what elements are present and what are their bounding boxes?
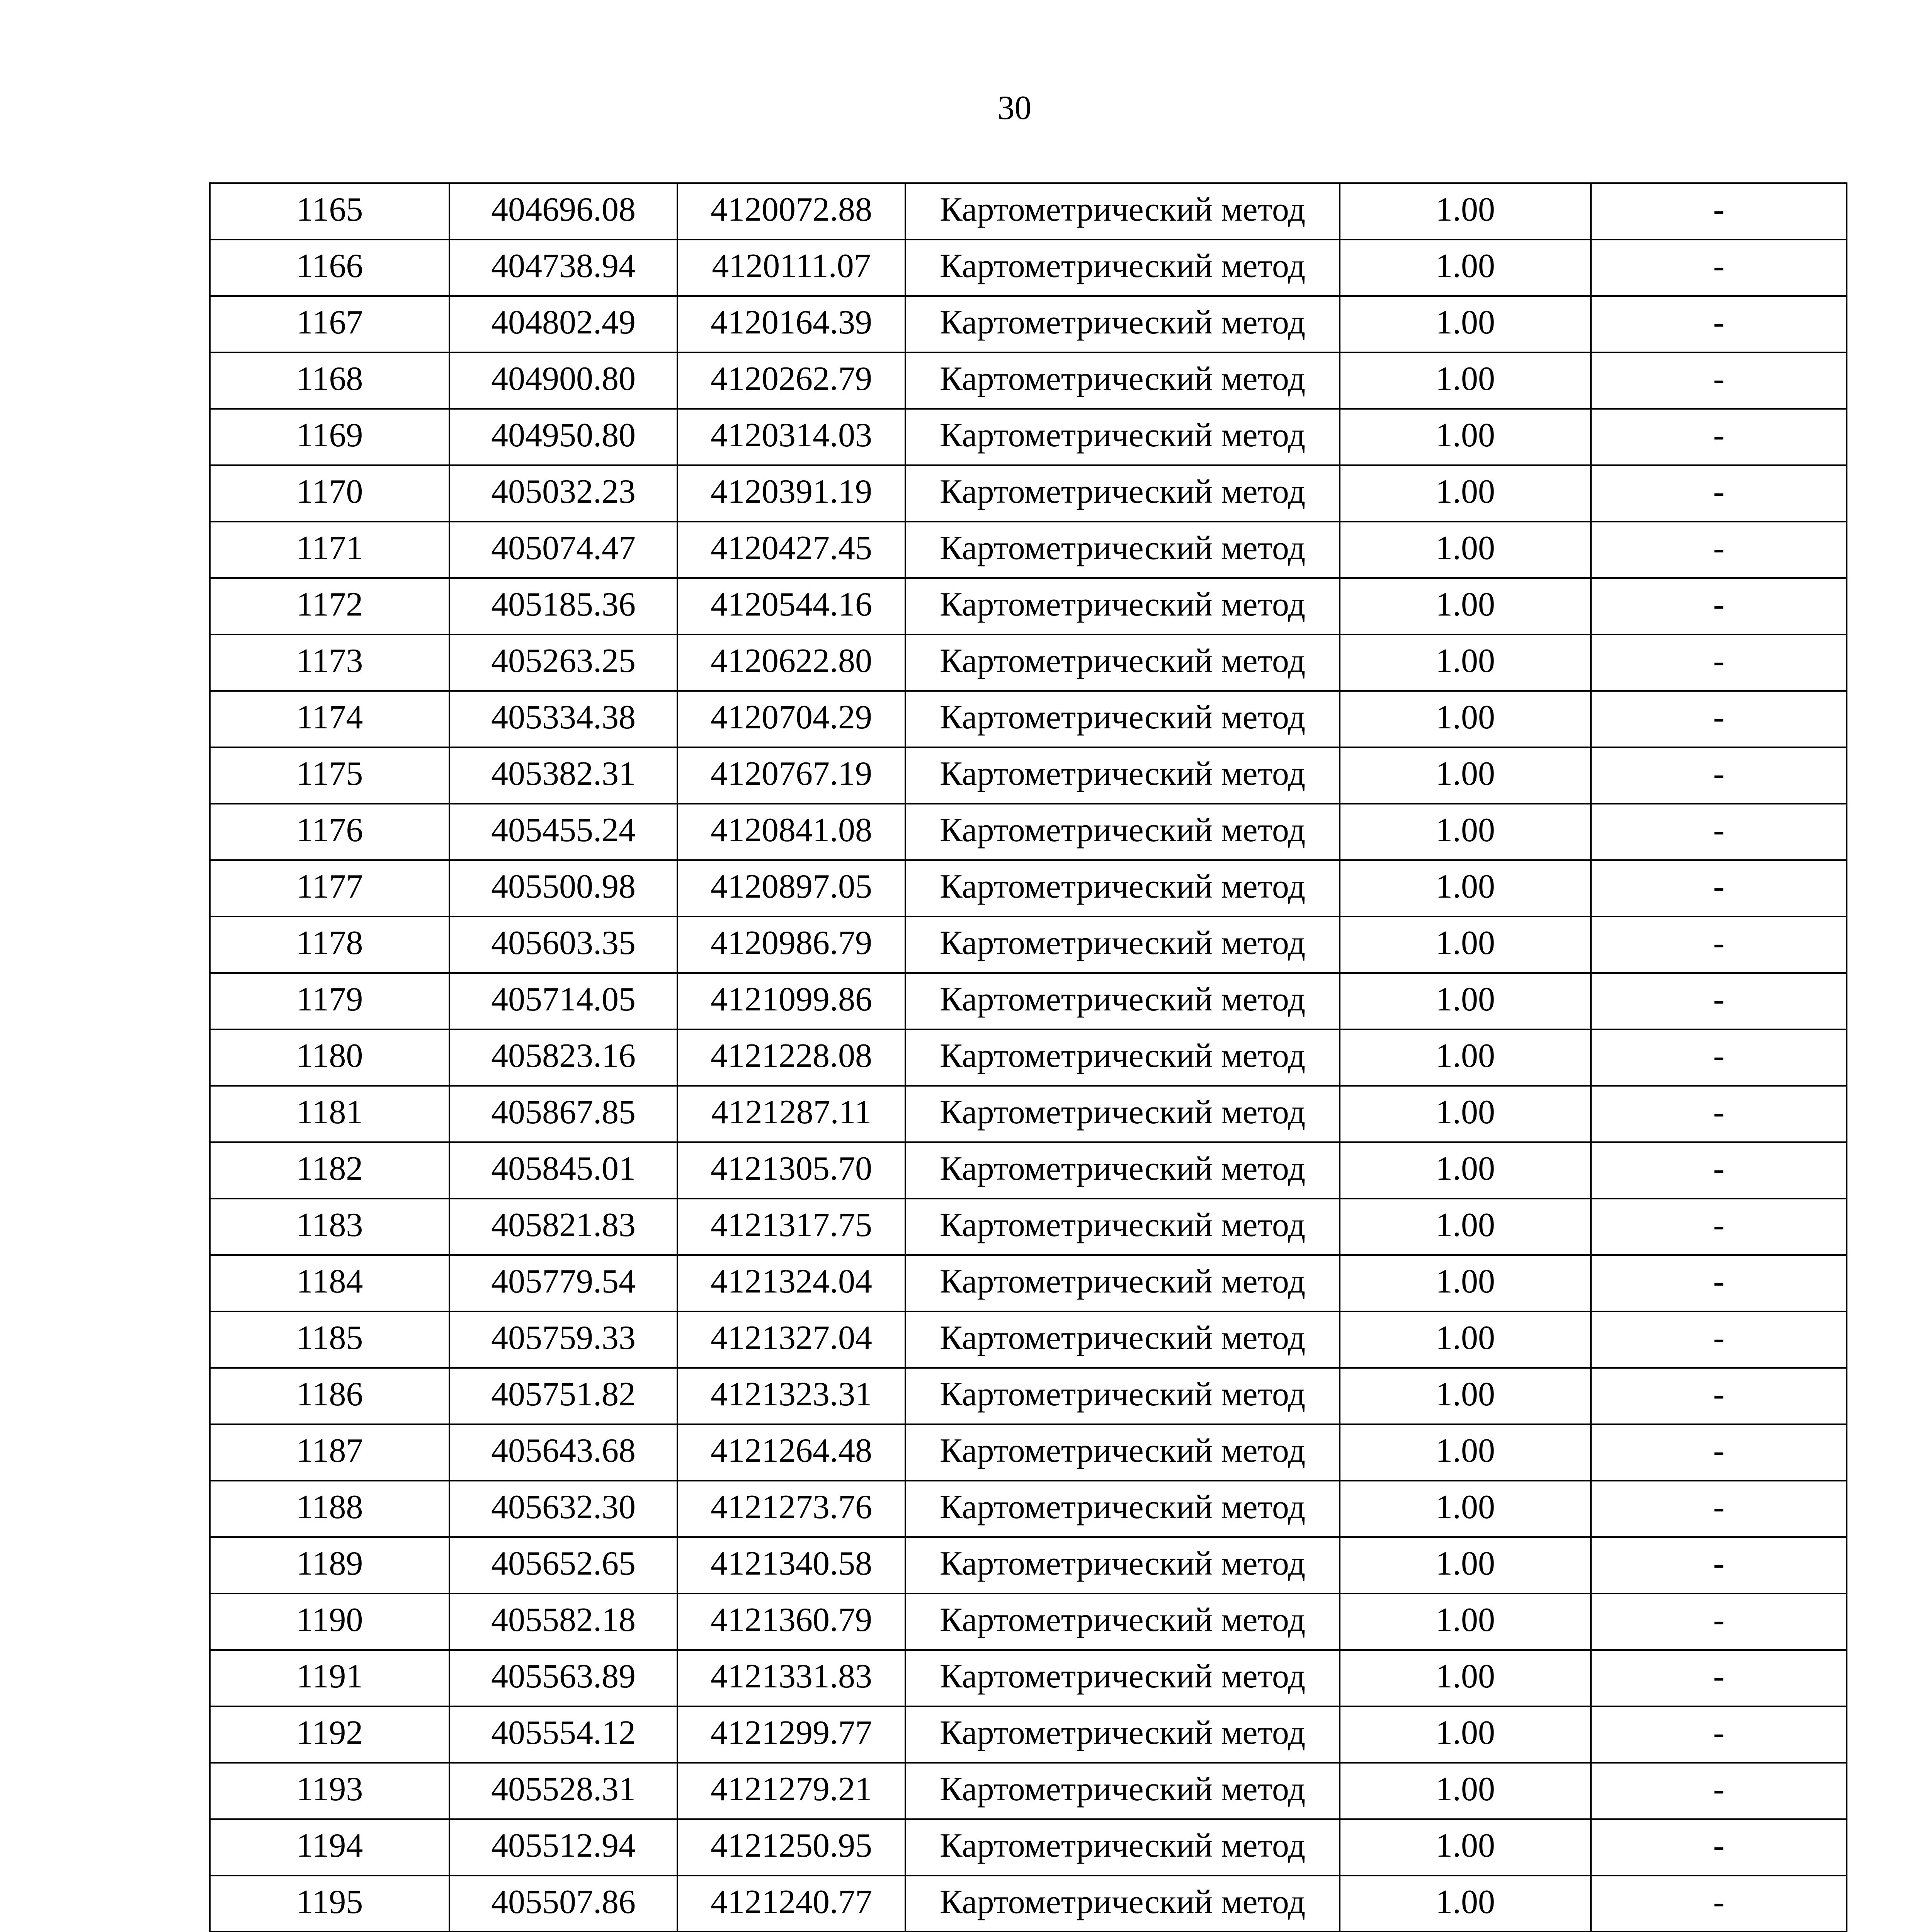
method-cell: Картометрический метод xyxy=(905,1819,1340,1876)
accuracy-cell: 1.00 xyxy=(1340,183,1591,240)
y-coordinate-cell: 4121273.76 xyxy=(677,1481,905,1537)
coordinates-table xyxy=(209,182,1847,1932)
y-coordinate-cell: 4120262.79 xyxy=(677,352,905,409)
x-coordinate-cell: 405643.68 xyxy=(449,1424,677,1481)
y-coordinate-cell: 4120897.05 xyxy=(677,860,905,917)
accuracy-cell: 1.00 xyxy=(1340,747,1591,804)
accuracy-cell: 1.00 xyxy=(1340,1199,1591,1255)
y-coordinate-cell: 4121305.70 xyxy=(677,1142,905,1199)
method-cell: Картометрический метод xyxy=(905,1763,1340,1819)
table-row xyxy=(210,1199,1847,1255)
accuracy-cell: 1.00 xyxy=(1340,352,1591,409)
accuracy-cell: 1.00 xyxy=(1340,578,1591,634)
y-coordinate-cell: 4120704.29 xyxy=(677,691,905,747)
note-cell: - xyxy=(1591,860,1847,917)
method-cell: Картометрический метод xyxy=(905,409,1340,465)
method-cell: Картометрический метод xyxy=(905,296,1340,352)
table-row xyxy=(210,917,1847,973)
point-number-cell: 1194 xyxy=(210,1819,449,1876)
y-coordinate-cell: 4121250.95 xyxy=(677,1819,905,1876)
x-coordinate-cell: 405563.89 xyxy=(449,1650,677,1706)
accuracy-cell: 1.00 xyxy=(1340,691,1591,747)
accuracy-cell: 1.00 xyxy=(1340,1876,1591,1932)
note-cell: - xyxy=(1591,1481,1847,1537)
table-row xyxy=(210,1706,1847,1763)
point-number-cell: 1174 xyxy=(210,691,449,747)
x-coordinate-cell: 405554.12 xyxy=(449,1706,677,1763)
y-coordinate-cell: 4120314.03 xyxy=(677,409,905,465)
table-row xyxy=(210,1876,1847,1932)
accuracy-cell: 1.00 xyxy=(1340,917,1591,973)
table-row xyxy=(210,1481,1847,1537)
note-cell: - xyxy=(1591,522,1847,578)
method-cell: Картометрический метод xyxy=(905,860,1340,917)
note-cell: - xyxy=(1591,1763,1847,1819)
table-row xyxy=(210,860,1847,917)
note-cell: - xyxy=(1591,1876,1847,1932)
x-coordinate-cell: 405652.65 xyxy=(449,1537,677,1594)
method-cell: Картометрический метод xyxy=(905,691,1340,747)
y-coordinate-cell: 4121279.21 xyxy=(677,1763,905,1819)
accuracy-cell: 1.00 xyxy=(1340,1650,1591,1706)
accuracy-cell: 1.00 xyxy=(1340,804,1591,860)
y-coordinate-cell: 4120622.80 xyxy=(677,634,905,691)
point-number-cell: 1170 xyxy=(210,465,449,522)
x-coordinate-cell: 405582.18 xyxy=(449,1594,677,1650)
note-cell: - xyxy=(1591,1594,1847,1650)
point-number-cell: 1190 xyxy=(210,1594,449,1650)
note-cell: - xyxy=(1591,804,1847,860)
note-cell: - xyxy=(1591,352,1847,409)
method-cell: Картометрический метод xyxy=(905,747,1340,804)
table-row xyxy=(210,183,1847,240)
table-row xyxy=(210,973,1847,1029)
method-cell: Картометрический метод xyxy=(905,1537,1340,1594)
method-cell: Картометрический метод xyxy=(905,1876,1340,1932)
accuracy-cell: 1.00 xyxy=(1340,1311,1591,1368)
note-cell: - xyxy=(1591,1255,1847,1311)
accuracy-cell: 1.00 xyxy=(1340,522,1591,578)
y-coordinate-cell: 4120841.08 xyxy=(677,804,905,860)
table-row xyxy=(210,1255,1847,1311)
table-row xyxy=(210,1763,1847,1819)
accuracy-cell: 1.00 xyxy=(1340,1763,1591,1819)
table-row xyxy=(210,1819,1847,1876)
y-coordinate-cell: 4121327.04 xyxy=(677,1311,905,1368)
accuracy-cell: 1.00 xyxy=(1340,465,1591,522)
x-coordinate-cell: 405528.31 xyxy=(449,1763,677,1819)
note-cell: - xyxy=(1591,634,1847,691)
y-coordinate-cell: 4121324.04 xyxy=(677,1255,905,1311)
table-row xyxy=(210,747,1847,804)
method-cell: Картометрический метод xyxy=(905,522,1340,578)
x-coordinate-cell: 405074.47 xyxy=(449,522,677,578)
method-cell: Картометрический метод xyxy=(905,352,1340,409)
note-cell: - xyxy=(1591,1199,1847,1255)
note-cell: - xyxy=(1591,1650,1847,1706)
point-number-cell: 1169 xyxy=(210,409,449,465)
method-cell: Картометрический метод xyxy=(905,1029,1340,1086)
x-coordinate-cell: 405821.83 xyxy=(449,1199,677,1255)
note-cell: - xyxy=(1591,183,1847,240)
note-cell: - xyxy=(1591,1424,1847,1481)
note-cell: - xyxy=(1591,1706,1847,1763)
point-number-cell: 1192 xyxy=(210,1706,449,1763)
accuracy-cell: 1.00 xyxy=(1340,1481,1591,1537)
method-cell: Картометрический метод xyxy=(905,1481,1340,1537)
method-cell: Картометрический метод xyxy=(905,973,1340,1029)
x-coordinate-cell: 405845.01 xyxy=(449,1142,677,1199)
note-cell: - xyxy=(1591,1537,1847,1594)
point-number-cell: 1168 xyxy=(210,352,449,409)
note-cell: - xyxy=(1591,1819,1847,1876)
accuracy-cell: 1.00 xyxy=(1340,1029,1591,1086)
table-row xyxy=(210,465,1847,522)
note-cell: - xyxy=(1591,409,1847,465)
accuracy-cell: 1.00 xyxy=(1340,1086,1591,1142)
y-coordinate-cell: 4120767.19 xyxy=(677,747,905,804)
table-row xyxy=(210,1594,1847,1650)
method-cell: Картометрический метод xyxy=(905,240,1340,296)
note-cell: - xyxy=(1591,465,1847,522)
point-number-cell: 1175 xyxy=(210,747,449,804)
method-cell: Картометрический метод xyxy=(905,1650,1340,1706)
y-coordinate-cell: 4120986.79 xyxy=(677,917,905,973)
table-row xyxy=(210,634,1847,691)
table-row xyxy=(210,240,1847,296)
accuracy-cell: 1.00 xyxy=(1340,1368,1591,1424)
point-number-cell: 1195 xyxy=(210,1876,449,1932)
y-coordinate-cell: 4121099.86 xyxy=(677,973,905,1029)
point-number-cell: 1171 xyxy=(210,522,449,578)
note-cell: - xyxy=(1591,691,1847,747)
accuracy-cell: 1.00 xyxy=(1340,1142,1591,1199)
point-number-cell: 1185 xyxy=(210,1311,449,1368)
method-cell: Картометрический метод xyxy=(905,1424,1340,1481)
y-coordinate-cell: 4121299.77 xyxy=(677,1706,905,1763)
y-coordinate-cell: 4121331.83 xyxy=(677,1650,905,1706)
point-number-cell: 1189 xyxy=(210,1537,449,1594)
method-cell: Картометрический метод xyxy=(905,1255,1340,1311)
point-number-cell: 1180 xyxy=(210,1029,449,1086)
note-cell: - xyxy=(1591,1086,1847,1142)
x-coordinate-cell: 405455.24 xyxy=(449,804,677,860)
table-row xyxy=(210,1650,1847,1706)
table-row xyxy=(210,1311,1847,1368)
table-row xyxy=(210,1142,1847,1199)
table-row xyxy=(210,1086,1847,1142)
point-number-cell: 1177 xyxy=(210,860,449,917)
x-coordinate-cell: 405759.33 xyxy=(449,1311,677,1368)
y-coordinate-cell: 4121287.11 xyxy=(677,1086,905,1142)
y-coordinate-cell: 4121317.75 xyxy=(677,1199,905,1255)
point-number-cell: 1181 xyxy=(210,1086,449,1142)
x-coordinate-cell: 405512.94 xyxy=(449,1819,677,1876)
x-coordinate-cell: 404738.94 xyxy=(449,240,677,296)
y-coordinate-cell: 4120391.19 xyxy=(677,465,905,522)
accuracy-cell: 1.00 xyxy=(1340,634,1591,691)
coordinates-table-body xyxy=(210,183,1847,1932)
accuracy-cell: 1.00 xyxy=(1340,1424,1591,1481)
x-coordinate-cell: 405334.38 xyxy=(449,691,677,747)
note-cell: - xyxy=(1591,1029,1847,1086)
method-cell: Картометрический метод xyxy=(905,634,1340,691)
point-number-cell: 1184 xyxy=(210,1255,449,1311)
method-cell: Картометрический метод xyxy=(905,1368,1340,1424)
y-coordinate-cell: 4121264.48 xyxy=(677,1424,905,1481)
note-cell: - xyxy=(1591,296,1847,352)
method-cell: Картометрический метод xyxy=(905,1086,1340,1142)
x-coordinate-cell: 405032.23 xyxy=(449,465,677,522)
table-row xyxy=(210,522,1847,578)
table-row xyxy=(210,1424,1847,1481)
x-coordinate-cell: 405751.82 xyxy=(449,1368,677,1424)
table-row xyxy=(210,1537,1847,1594)
point-number-cell: 1176 xyxy=(210,804,449,860)
method-cell: Картометрический метод xyxy=(905,917,1340,973)
accuracy-cell: 1.00 xyxy=(1340,860,1591,917)
point-number-cell: 1165 xyxy=(210,183,449,240)
point-number-cell: 1191 xyxy=(210,1650,449,1706)
accuracy-cell: 1.00 xyxy=(1340,1594,1591,1650)
table-row xyxy=(210,409,1847,465)
note-cell: - xyxy=(1591,747,1847,804)
page-number: 30 xyxy=(997,89,1032,127)
accuracy-cell: 1.00 xyxy=(1340,973,1591,1029)
x-coordinate-cell: 405185.36 xyxy=(449,578,677,634)
table-row xyxy=(210,352,1847,409)
x-coordinate-cell: 405500.98 xyxy=(449,860,677,917)
accuracy-cell: 1.00 xyxy=(1340,1537,1591,1594)
method-cell: Картометрический метод xyxy=(905,1594,1340,1650)
note-cell: - xyxy=(1591,973,1847,1029)
x-coordinate-cell: 404802.49 xyxy=(449,296,677,352)
y-coordinate-cell: 4121340.58 xyxy=(677,1537,905,1594)
y-coordinate-cell: 4121228.08 xyxy=(677,1029,905,1086)
note-cell: - xyxy=(1591,1368,1847,1424)
method-cell: Картометрический метод xyxy=(905,183,1340,240)
table-row xyxy=(210,804,1847,860)
point-number-cell: 1182 xyxy=(210,1142,449,1199)
y-coordinate-cell: 4120544.16 xyxy=(677,578,905,634)
table-row xyxy=(210,1029,1847,1086)
y-coordinate-cell: 4120072.88 xyxy=(677,183,905,240)
method-cell: Картометрический метод xyxy=(905,1142,1340,1199)
y-coordinate-cell: 4120164.39 xyxy=(677,296,905,352)
note-cell: - xyxy=(1591,578,1847,634)
point-number-cell: 1172 xyxy=(210,578,449,634)
x-coordinate-cell: 405263.25 xyxy=(449,634,677,691)
x-coordinate-cell: 404900.80 xyxy=(449,352,677,409)
x-coordinate-cell: 404950.80 xyxy=(449,409,677,465)
accuracy-cell: 1.00 xyxy=(1340,1706,1591,1763)
note-cell: - xyxy=(1591,240,1847,296)
note-cell: - xyxy=(1591,1142,1847,1199)
point-number-cell: 1183 xyxy=(210,1199,449,1255)
x-coordinate-cell: 405714.05 xyxy=(449,973,677,1029)
x-coordinate-cell: 405632.30 xyxy=(449,1481,677,1537)
x-coordinate-cell: 404696.08 xyxy=(449,183,677,240)
table-row xyxy=(210,691,1847,747)
x-coordinate-cell: 405603.35 xyxy=(449,917,677,973)
method-cell: Картометрический метод xyxy=(905,1199,1340,1255)
method-cell: Картометрический метод xyxy=(905,465,1340,522)
method-cell: Картометрический метод xyxy=(905,804,1340,860)
accuracy-cell: 1.00 xyxy=(1340,240,1591,296)
table-row xyxy=(210,1368,1847,1424)
accuracy-cell: 1.00 xyxy=(1340,296,1591,352)
point-number-cell: 1188 xyxy=(210,1481,449,1537)
method-cell: Картометрический метод xyxy=(905,578,1340,634)
point-number-cell: 1179 xyxy=(210,973,449,1029)
point-number-cell: 1187 xyxy=(210,1424,449,1481)
table-row xyxy=(210,578,1847,634)
accuracy-cell: 1.00 xyxy=(1340,1819,1591,1876)
y-coordinate-cell: 4121323.31 xyxy=(677,1368,905,1424)
note-cell: - xyxy=(1591,1311,1847,1368)
method-cell: Картометрический метод xyxy=(905,1311,1340,1368)
point-number-cell: 1166 xyxy=(210,240,449,296)
y-coordinate-cell: 4121360.79 xyxy=(677,1594,905,1650)
point-number-cell: 1193 xyxy=(210,1763,449,1819)
x-coordinate-cell: 405779.54 xyxy=(449,1255,677,1311)
accuracy-cell: 1.00 xyxy=(1340,1255,1591,1311)
accuracy-cell: 1.00 xyxy=(1340,409,1591,465)
x-coordinate-cell: 405823.16 xyxy=(449,1029,677,1086)
y-coordinate-cell: 4120427.45 xyxy=(677,522,905,578)
point-number-cell: 1173 xyxy=(210,634,449,691)
y-coordinate-cell: 4120111.07 xyxy=(677,240,905,296)
point-number-cell: 1167 xyxy=(210,296,449,352)
x-coordinate-cell: 405867.85 xyxy=(449,1086,677,1142)
table-row xyxy=(210,296,1847,352)
method-cell: Картометрический метод xyxy=(905,1706,1340,1763)
point-number-cell: 1186 xyxy=(210,1368,449,1424)
y-coordinate-cell: 4121240.77 xyxy=(677,1876,905,1932)
note-cell: - xyxy=(1591,917,1847,973)
x-coordinate-cell: 405507.86 xyxy=(449,1876,677,1932)
x-coordinate-cell: 405382.31 xyxy=(449,747,677,804)
point-number-cell: 1178 xyxy=(210,917,449,973)
